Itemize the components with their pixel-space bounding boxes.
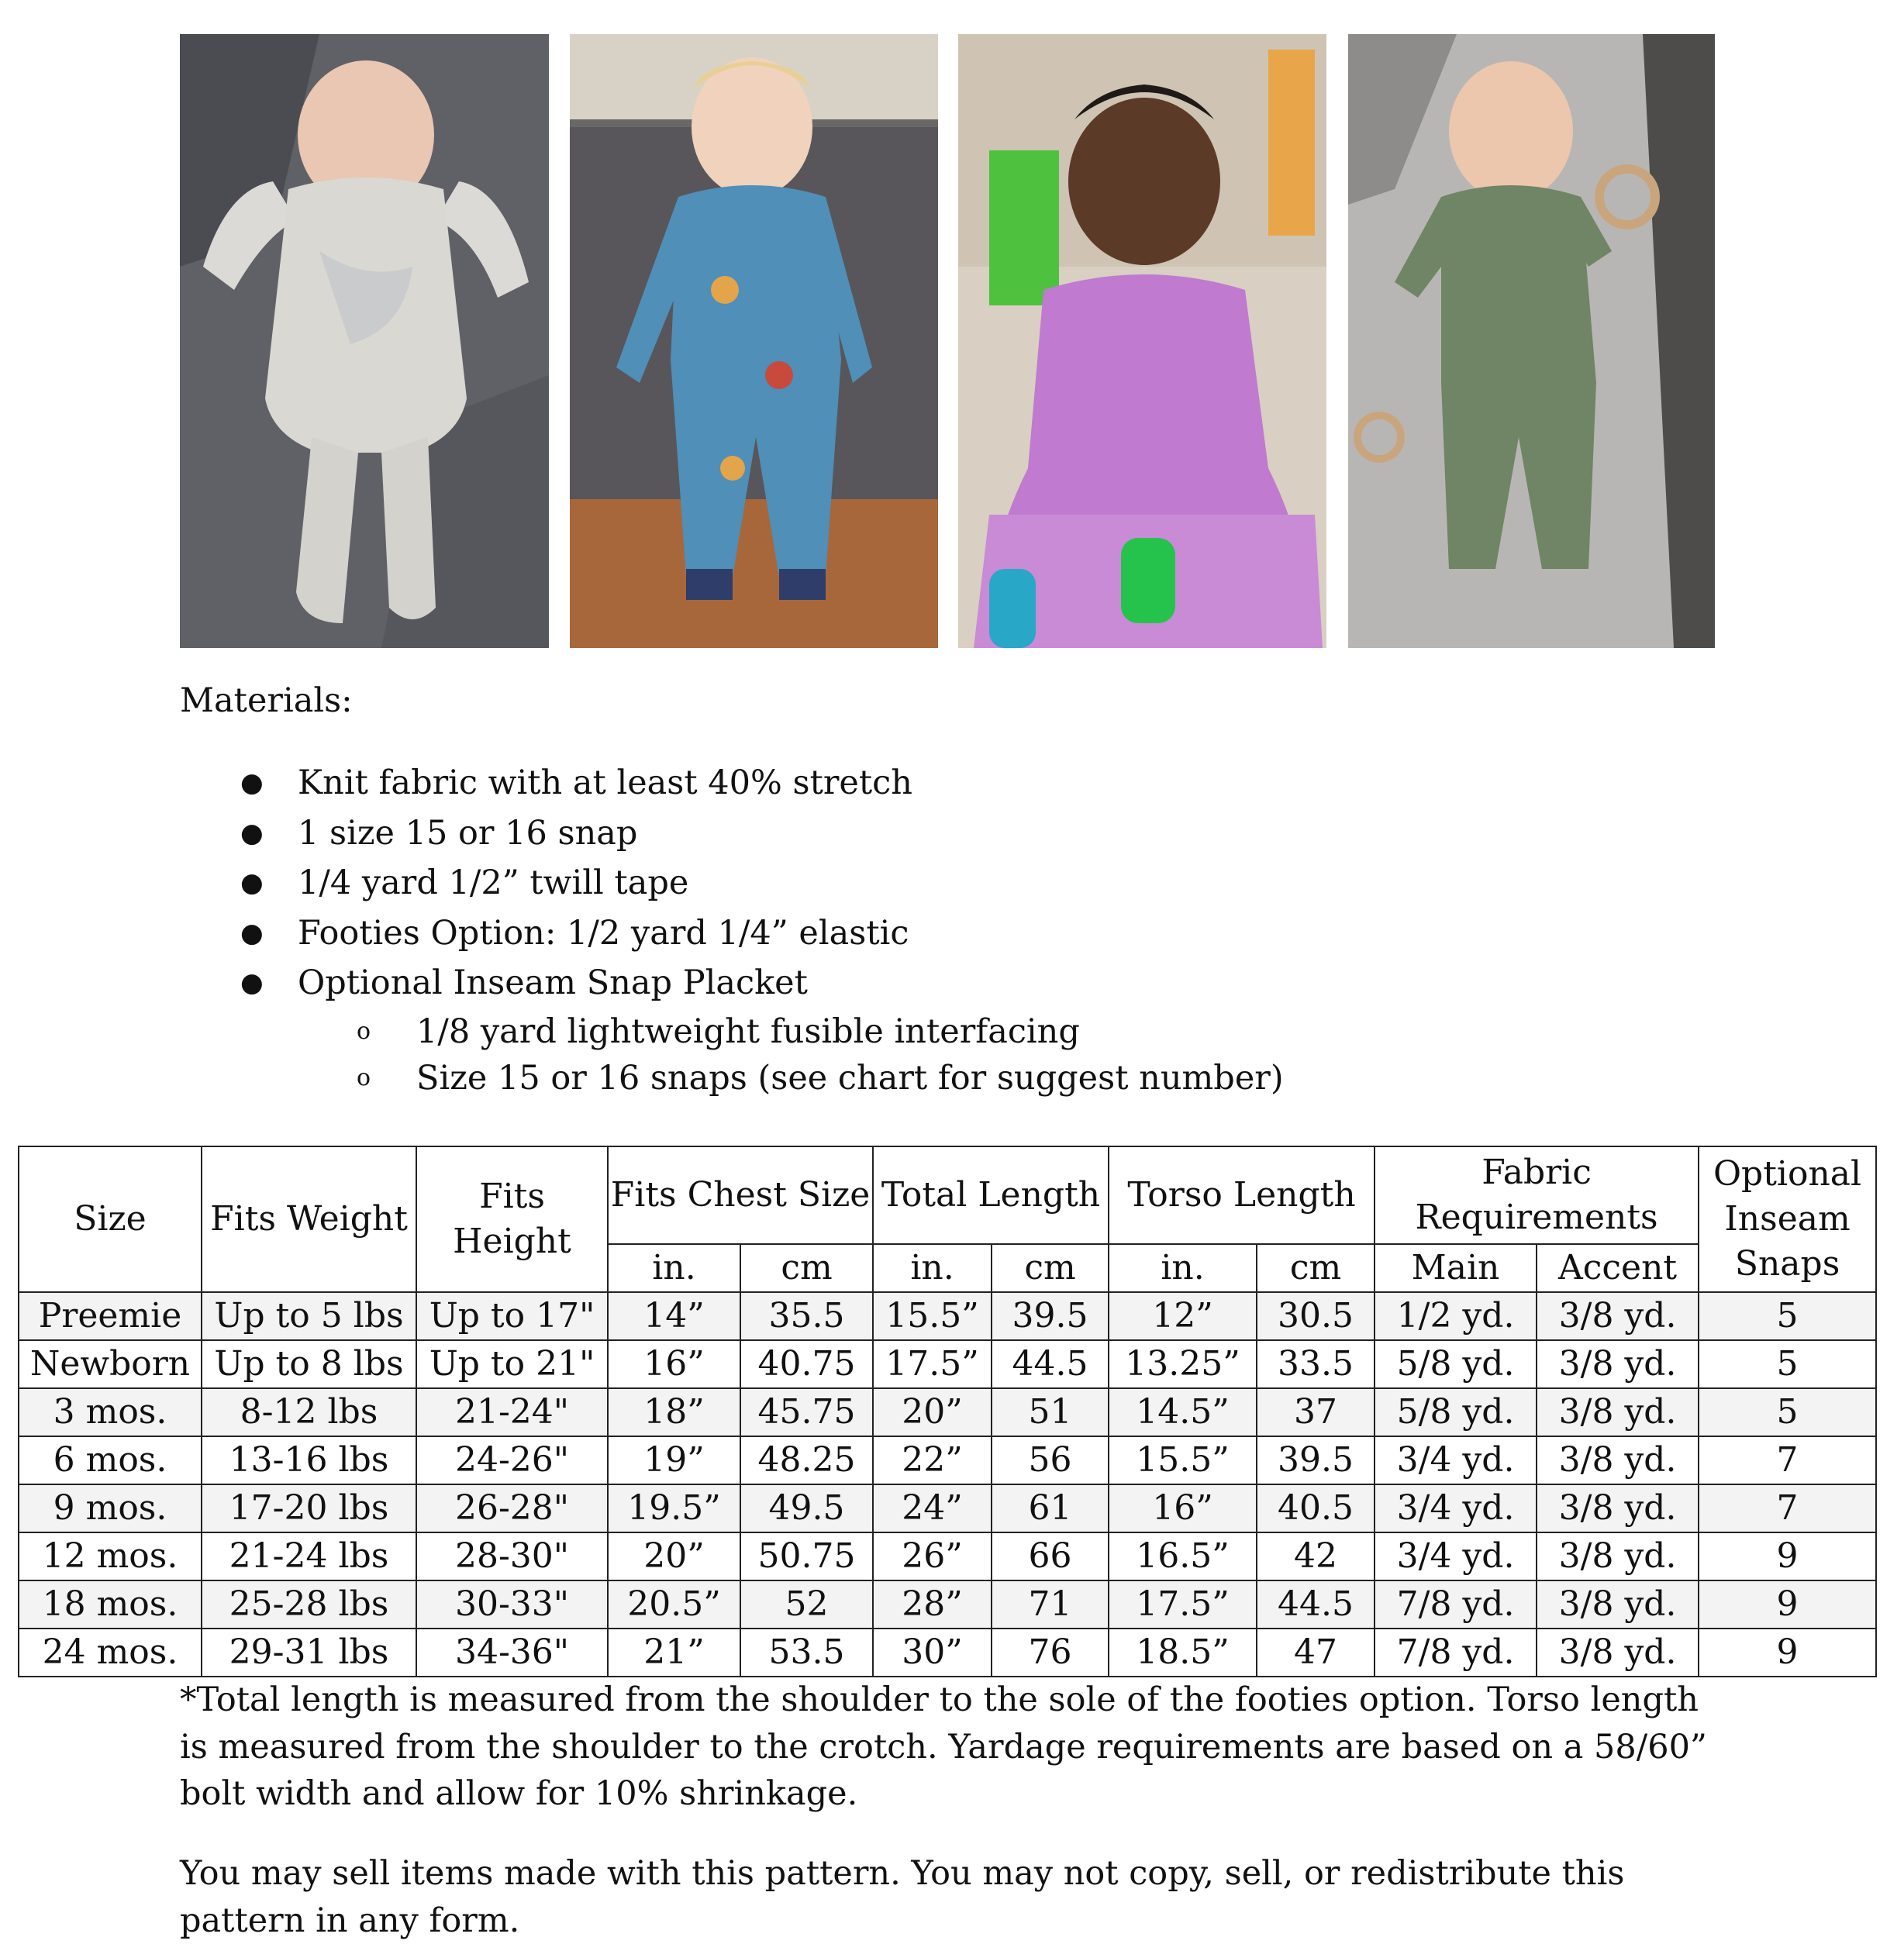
size-chart-table (18, 1146, 1877, 1677)
table-cell: 6 mos. (19, 1436, 202, 1484)
table-cell: 19” (608, 1436, 740, 1484)
table-cell: Up to 5 lbs (202, 1292, 416, 1340)
table-cell: 40.75 (740, 1340, 873, 1388)
table-cell: 19.5” (608, 1484, 740, 1532)
table-row (19, 1436, 1876, 1484)
table-cell: 26-28" (416, 1484, 608, 1532)
table-row (19, 1484, 1876, 1532)
table-cell: 17.5” (873, 1340, 992, 1388)
table-cell: 39.5 (1257, 1436, 1375, 1484)
table-cell: 48.25 (740, 1436, 873, 1484)
table-cell: 28” (873, 1580, 992, 1629)
bullet-icon: ● (240, 817, 264, 849)
table-cell: 50.75 (740, 1532, 873, 1580)
table-cell: 7 (1699, 1436, 1876, 1484)
table-cell: 20” (873, 1388, 992, 1436)
table-cell: 24” (873, 1484, 992, 1532)
table-cell: 18 mos. (19, 1580, 202, 1629)
table-cell: 30.5 (1257, 1292, 1375, 1340)
table-cell: 3/8 yd. (1537, 1484, 1699, 1532)
table-cell: 1/2 yd. (1375, 1292, 1537, 1340)
table-cell: Up to 17" (416, 1292, 608, 1340)
table-cell: 21-24 lbs (202, 1532, 416, 1580)
list-item: ● Knit fabric with at least 40% stretch (180, 758, 1730, 808)
subheader-in: in. (1109, 1244, 1257, 1292)
table-cell: 33.5 (1257, 1340, 1375, 1388)
subheader-cm: cm (992, 1244, 1109, 1292)
table-row (19, 1340, 1876, 1388)
table-cell: 44.5 (1257, 1580, 1375, 1629)
table-cell: 24 mos. (19, 1629, 202, 1677)
table-cell: 13.25” (1109, 1340, 1257, 1388)
table-cell: 20” (608, 1532, 740, 1580)
subheader-cm: cm (1257, 1244, 1375, 1292)
table-cell: 13-16 lbs (202, 1436, 416, 1484)
table-cell: 39.5 (992, 1292, 1109, 1340)
table-cell: 22” (873, 1436, 992, 1484)
table-cell: 3/4 yd. (1375, 1532, 1537, 1580)
table-cell: 15.5” (1109, 1436, 1257, 1484)
subheader-in: in. (608, 1244, 740, 1292)
subheader-accent: Accent (1537, 1244, 1699, 1292)
photo-toddler-purple-romper (958, 34, 1326, 648)
table-cell: 16” (1109, 1484, 1257, 1532)
list-item: ● Footies Option: 1/2 yard 1/4” elastic (180, 908, 1730, 959)
table-cell: 35.5 (740, 1292, 873, 1340)
table-cell: 76 (992, 1629, 1109, 1677)
table-cell: 7/8 yd. (1375, 1580, 1537, 1629)
table-cell: 9 (1699, 1629, 1876, 1677)
table-cell: 8-12 lbs (202, 1388, 416, 1436)
table-cell: 42 (1257, 1532, 1375, 1580)
header-fits-chest: Fits Chest Size (608, 1146, 873, 1244)
table-cell: 56 (992, 1436, 1109, 1484)
table-cell: 3/8 yd. (1537, 1580, 1699, 1629)
table-cell: Up to 8 lbs (202, 1340, 416, 1388)
sub-list-item: o 1/8 yard lightweight fusible interfacing (180, 1008, 1730, 1055)
photo-strip (180, 34, 1715, 648)
table-cell: 14” (608, 1292, 740, 1340)
table-cell: 30” (873, 1629, 992, 1677)
table-cell: 18” (608, 1388, 740, 1436)
table-row (19, 1388, 1876, 1436)
table-cell: 47 (1257, 1629, 1375, 1677)
table-cell: 28-30" (416, 1532, 608, 1580)
table-cell: 7/8 yd. (1375, 1629, 1537, 1677)
subheader-main: Main (1375, 1244, 1537, 1292)
table-cell: 3/8 yd. (1537, 1629, 1699, 1677)
photo-baby-green-romper (1348, 34, 1715, 648)
table-cell: 7 (1699, 1484, 1876, 1532)
table-cell: 30-33" (416, 1580, 608, 1629)
table-cell: 3/8 yd. (1537, 1292, 1699, 1340)
table-cell: 3/8 yd. (1537, 1436, 1699, 1484)
header-torso-length: Torso Length (1109, 1146, 1375, 1244)
license-text: You may sell items made with this pattern. You may not copy, sell, or redistribute this pattern in any form. (180, 1854, 1625, 1940)
table-cell: 3/8 yd. (1537, 1532, 1699, 1580)
table-cell: 49.5 (740, 1484, 873, 1532)
table-cell: 26” (873, 1532, 992, 1580)
table-cell: 3/4 yd. (1375, 1484, 1537, 1532)
header-fits-height: Fits Height (416, 1146, 608, 1292)
table-cell: Newborn (19, 1340, 202, 1388)
table-cell: 37 (1257, 1388, 1375, 1436)
sub-list-item: o Size 15 or 16 snaps (see chart for suggest number) (180, 1055, 1730, 1101)
list-item: ● Optional Inseam Snap Placket (180, 958, 1730, 1008)
table-cell: 17-20 lbs (202, 1484, 416, 1532)
table-cell: 16.5” (1109, 1532, 1257, 1580)
list-item: ● 1/4 yard 1/2” twill tape (180, 858, 1730, 908)
table-cell: 51 (992, 1388, 1109, 1436)
subheader-in: in. (873, 1244, 992, 1292)
table-row (19, 1629, 1876, 1677)
table-cell: 9 mos. (19, 1484, 202, 1532)
table-cell: 3/8 yd. (1537, 1340, 1699, 1388)
table-cell: 15.5” (873, 1292, 992, 1340)
circle-bullet-icon: o (357, 1063, 371, 1091)
table-cell: 24-26" (416, 1436, 608, 1484)
table-cell: 12 mos. (19, 1532, 202, 1580)
table-cell: 53.5 (740, 1629, 873, 1677)
materials-heading: Materials: (180, 681, 353, 720)
bullet-icon: ● (240, 917, 264, 949)
header-inseam-snaps: Optional Inseam Snaps (1699, 1146, 1876, 1292)
table-cell: 5 (1699, 1292, 1876, 1340)
list-item: ● 1 size 15 or 16 snap (180, 808, 1730, 859)
header-fabric-requirements: Fabric Requirements (1375, 1146, 1699, 1244)
table-cell: 9 (1699, 1580, 1876, 1629)
measurement-note: *Total length is measured from the shoulder to the sole of the footies option. Torso length is measured from the shoulder to the crotch. Yardage requirements are based on a 58/60” bolt width and allow for 10% shrinkage. (180, 1680, 1707, 1813)
header-fits-weight: Fits Weight (202, 1146, 416, 1292)
photo-baby-white-romper (180, 34, 549, 648)
header-size: Size (19, 1146, 202, 1292)
table-cell: 45.75 (740, 1388, 873, 1436)
table-cell: 5/8 yd. (1375, 1340, 1537, 1388)
table-cell: 17.5” (1109, 1580, 1257, 1629)
circle-bullet-icon: o (357, 1017, 371, 1045)
table-cell: 3/4 yd. (1375, 1436, 1537, 1484)
table-cell: 14.5” (1109, 1388, 1257, 1436)
header-total-length: Total Length (873, 1146, 1109, 1244)
table-cell: Up to 21" (416, 1340, 608, 1388)
table-cell: 21” (608, 1629, 740, 1677)
materials-sub-list (180, 1008, 1730, 1101)
table-cell: 66 (992, 1532, 1109, 1580)
bullet-icon: ● (240, 967, 264, 999)
bullet-icon: ● (240, 867, 264, 899)
table-cell: 12” (1109, 1292, 1257, 1340)
table-cell: 34-36" (416, 1629, 608, 1677)
table-cell: Preemie (19, 1292, 202, 1340)
bullet-icon: ● (240, 767, 264, 798)
table-cell: 71 (992, 1580, 1109, 1629)
table-row (19, 1580, 1876, 1629)
materials-section (180, 681, 1730, 1101)
table-cell: 5 (1699, 1388, 1876, 1436)
table-cell: 5 (1699, 1340, 1876, 1388)
table-row (19, 1292, 1876, 1340)
table-cell: 25-28 lbs (202, 1580, 416, 1629)
materials-list (180, 758, 1730, 1008)
table-cell: 21-24" (416, 1388, 608, 1436)
table-cell: 20.5” (608, 1580, 740, 1629)
table-cell: 61 (992, 1484, 1109, 1532)
table-cell: 9 (1699, 1532, 1876, 1580)
photo-toddler-blue-romper (570, 34, 938, 648)
table-cell: 40.5 (1257, 1484, 1375, 1532)
table-cell: 52 (740, 1580, 873, 1629)
table-cell: 3 mos. (19, 1388, 202, 1436)
table-cell: 44.5 (992, 1340, 1109, 1388)
table-cell: 18.5” (1109, 1629, 1257, 1677)
size-chart-body (19, 1292, 1876, 1677)
table-cell: 3/8 yd. (1537, 1388, 1699, 1436)
table-cell: 16” (608, 1340, 740, 1388)
table-row (19, 1532, 1876, 1580)
subheader-cm: cm (740, 1244, 873, 1292)
table-cell: 29-31 lbs (202, 1629, 416, 1677)
table-cell: 5/8 yd. (1375, 1388, 1537, 1436)
